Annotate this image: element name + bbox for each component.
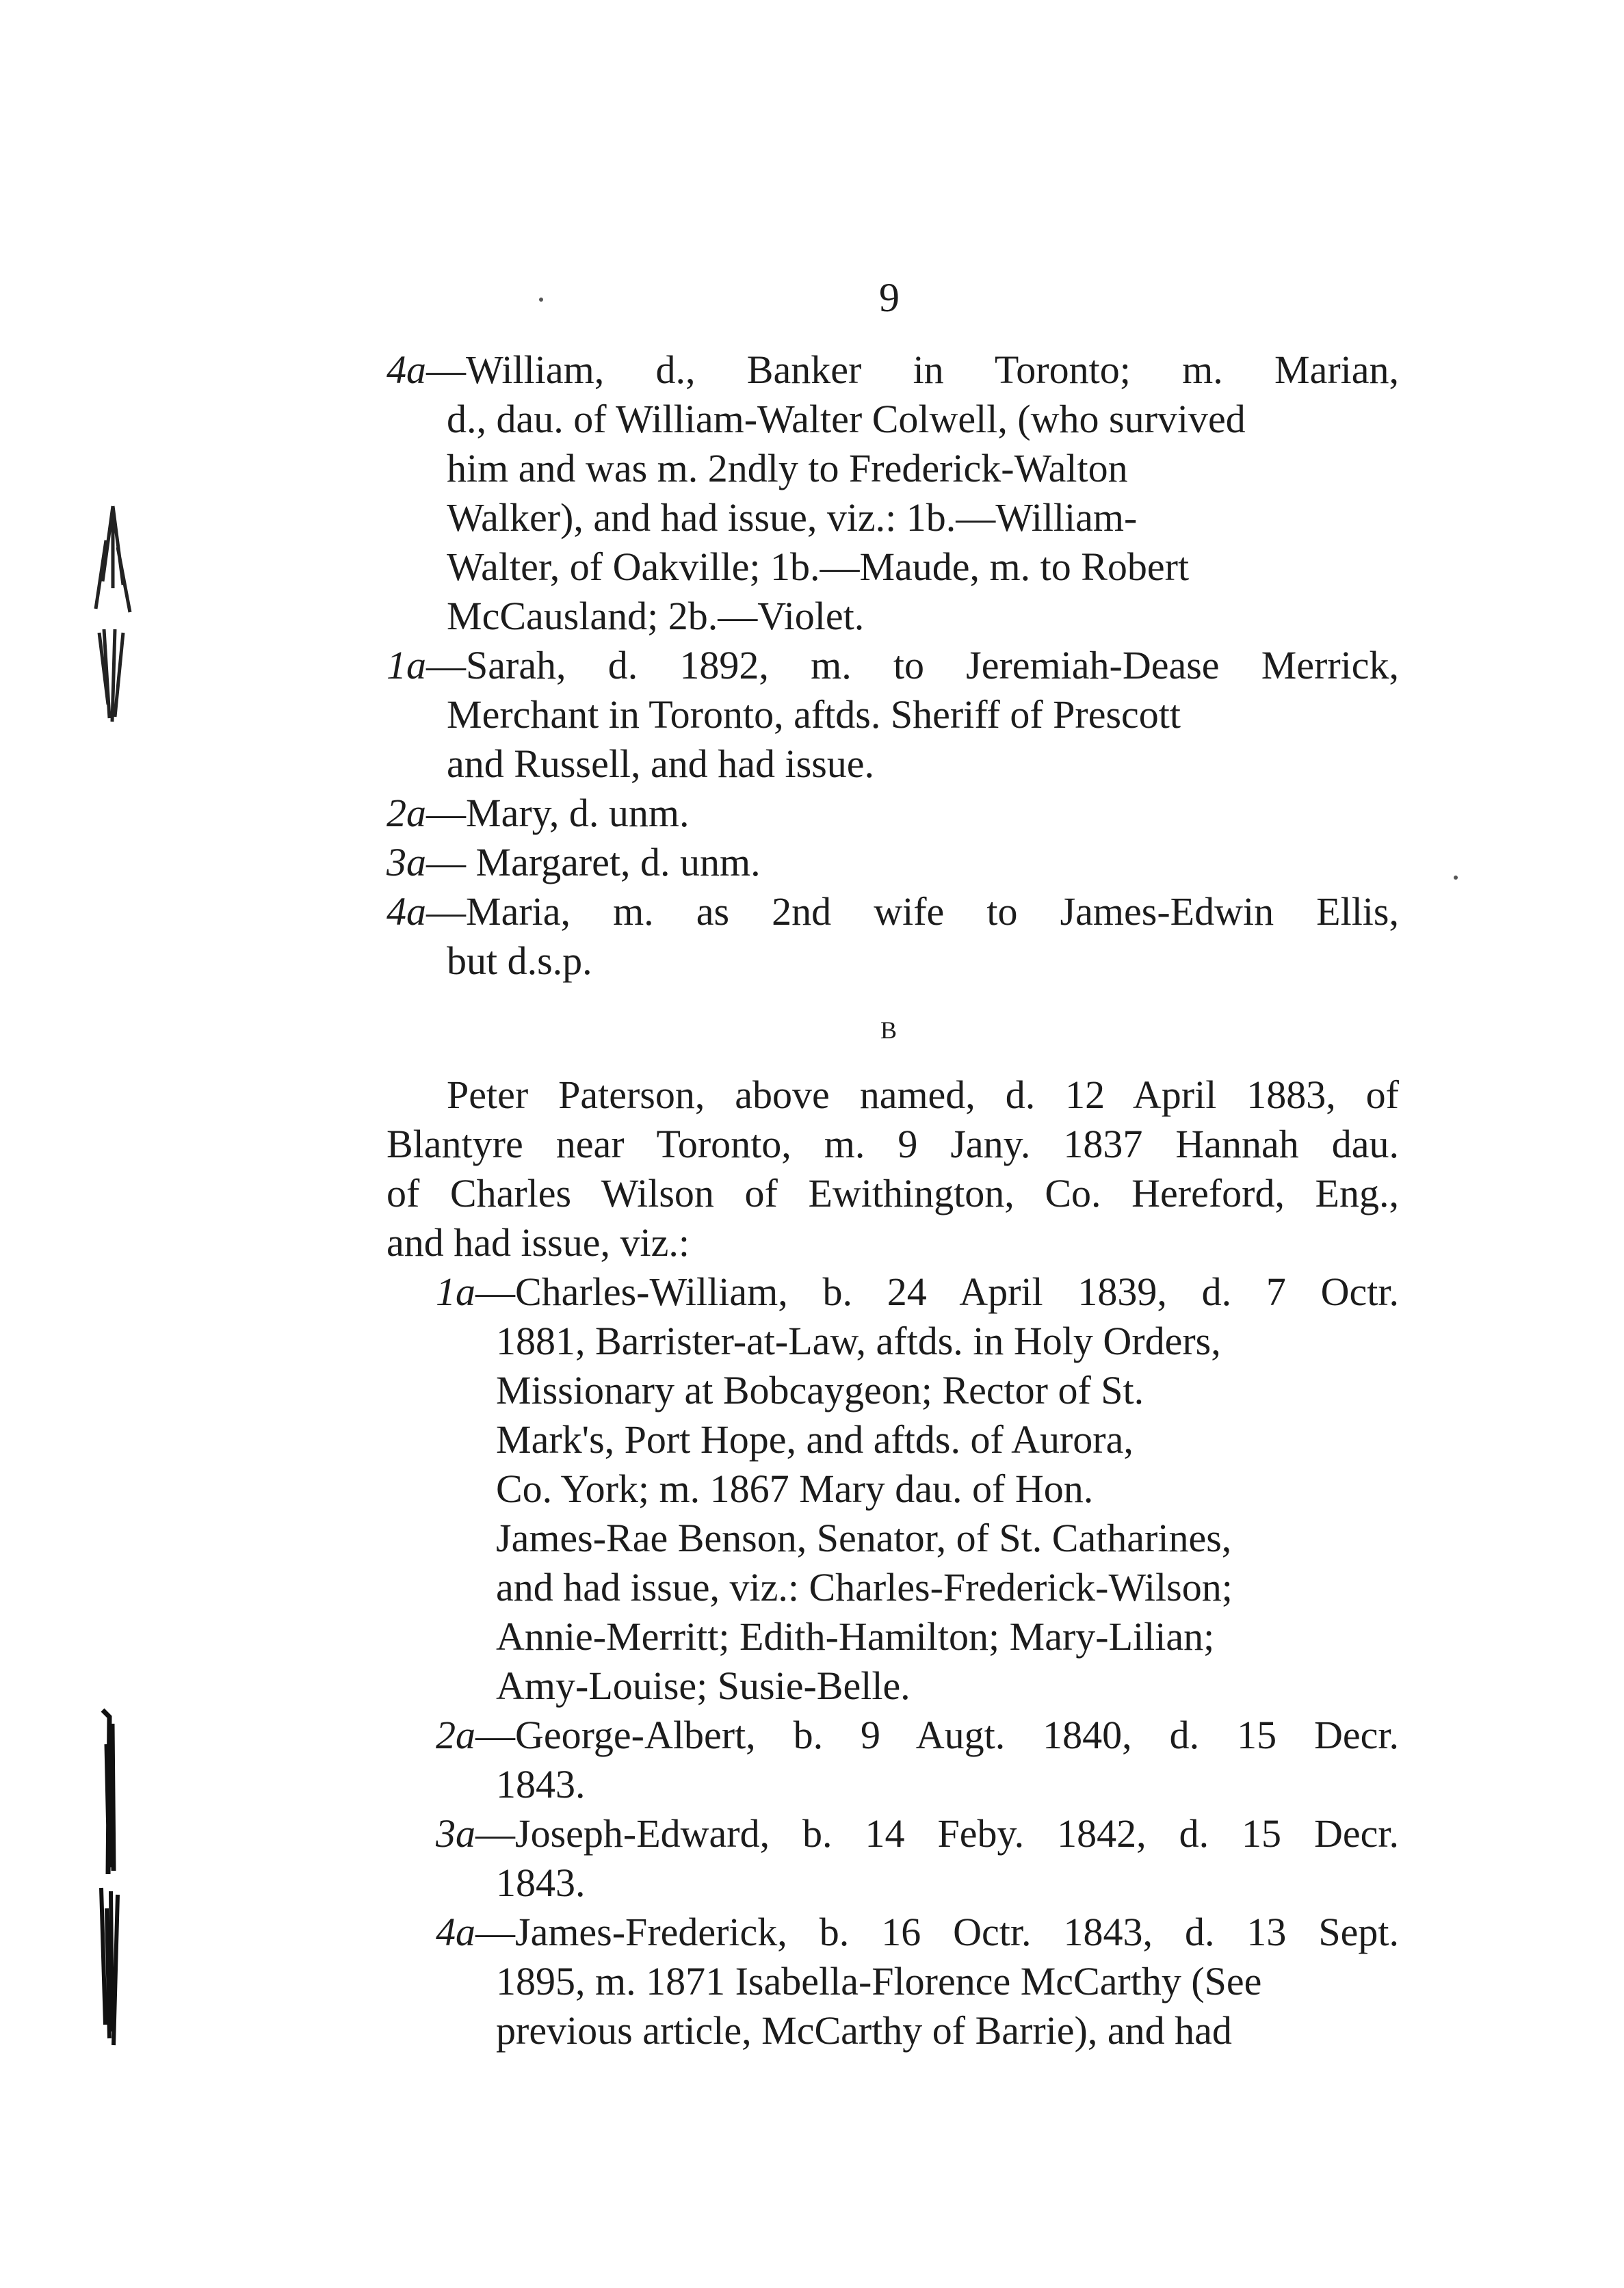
- entry-line: d., dau. of William-Walter Colwell, (who survived: [447, 397, 1246, 441]
- entry-line: James-Rae Benson, Senator, of St. Catharines,: [496, 1516, 1232, 1560]
- entry-1a-sarah: [387, 641, 1399, 789]
- entry-line: 1843.: [496, 1860, 586, 1905]
- entry-line: Annie-Merritt; Edith-Hamilton; Mary-Lilian;: [496, 1614, 1215, 1659]
- entry-line: and had issue, viz.: Charles-Frederick-Wilson;: [496, 1565, 1233, 1609]
- entry-line: Walker), and had issue, viz.: 1b.—William-: [447, 495, 1138, 540]
- entry-line: but d.s.p.: [447, 938, 592, 983]
- margin-bracket-mark: [82, 1703, 137, 2052]
- entry-line: Missionary at Bobcaygeon; Rector of St.: [496, 1368, 1144, 1412]
- entry-line: McCausland; 2b.—Violet.: [447, 594, 865, 638]
- entry-4a-james-frederick: [387, 1908, 1399, 2055]
- entry-line: Amy-Louise; Susie-Belle.: [496, 1664, 911, 1708]
- entries-block-a: [387, 345, 1399, 986]
- entry-line: 4a—Maria, m. as 2nd wife to James-Edwin Ellis,: [387, 889, 1399, 934]
- entry-4a-william: [387, 345, 1399, 641]
- entry-line: 4a—James-Frederick, b. 16 Octr. 1843, d. 13 Sept.: [436, 1910, 1399, 1954]
- entry-3a-margaret: [387, 838, 1399, 887]
- entry-line: Mark's, Port Hope, and aftds. of Aurora,: [496, 1417, 1134, 1462]
- entry-line: previous article, McCarthy of Barrie), and had: [496, 2008, 1232, 2053]
- paragraph-line: Peter Paterson, above named, d. 12 April 1883, of: [447, 1073, 1399, 1117]
- entry-line: 2a—George-Albert, b. 9 Augt. 1840, d. 15 Decr.: [436, 1713, 1399, 1757]
- page-number: 9: [879, 275, 900, 320]
- entry-line: 1a—Charles-William, b. 24 April 1839, d. 7 Octr.: [436, 1270, 1399, 1314]
- paragraph-b: [387, 1070, 1399, 1267]
- entry-line: Walter, of Oakville; 1b.—Maude, m. to Robert: [447, 544, 1190, 589]
- entry-2a-george-albert: [387, 1711, 1399, 1809]
- stray-dot: [539, 298, 543, 302]
- paragraph-line: of Charles Wilson of Ewithington, Co. Hereford, Eng.,: [387, 1171, 1399, 1215]
- entry-line: 4a—William, d., Banker in Toronto; m. Marian,: [387, 347, 1399, 392]
- stray-dot: [1454, 876, 1458, 880]
- entry-line: him and was m. 2ndly to Frederick-Walton: [447, 446, 1128, 490]
- entry-line: 1895, m. 1871 Isabella-Florence McCarthy (See: [496, 1959, 1262, 2003]
- entry-3a-joseph-edward: [387, 1809, 1399, 1908]
- entry-line: 1a—Sarah, d. 1892, m. to Jeremiah-Dease Merrick,: [387, 643, 1399, 687]
- entry-line: Co. York; m. 1867 Mary dau. of Hon.: [496, 1467, 1094, 1511]
- entry-4a-maria: [387, 887, 1399, 986]
- paragraph-line: Blantyre near Toronto, m. 9 Jany. 1837 Hannah dau.: [387, 1122, 1399, 1166]
- entry-line: 3a— Margaret, d. unm.: [387, 840, 761, 884]
- entry-line: 3a—Joseph-Edward, b. 14 Feby. 1842, d. 15 Decr.: [436, 1811, 1399, 1856]
- entries-block-b: [387, 1267, 1399, 2055]
- entry-1a-charles-william: [387, 1267, 1399, 1711]
- section-heading: B: [880, 1016, 898, 1044]
- paragraph-line: and had issue, viz.:: [387, 1220, 690, 1265]
- margin-arrow-mark: [75, 499, 150, 725]
- entry-line: and Russell, and had issue.: [447, 741, 875, 786]
- entry-line: 2a—Mary, d. unm.: [387, 791, 690, 835]
- entry-2a-mary: [387, 789, 1399, 838]
- entry-line: 1881, Barrister-at-Law, aftds. in Holy Orders,: [496, 1319, 1221, 1363]
- entry-line: 1843.: [496, 1762, 586, 1806]
- entry-line: Merchant in Toronto, aftds. Sheriff of Prescott: [447, 692, 1181, 737]
